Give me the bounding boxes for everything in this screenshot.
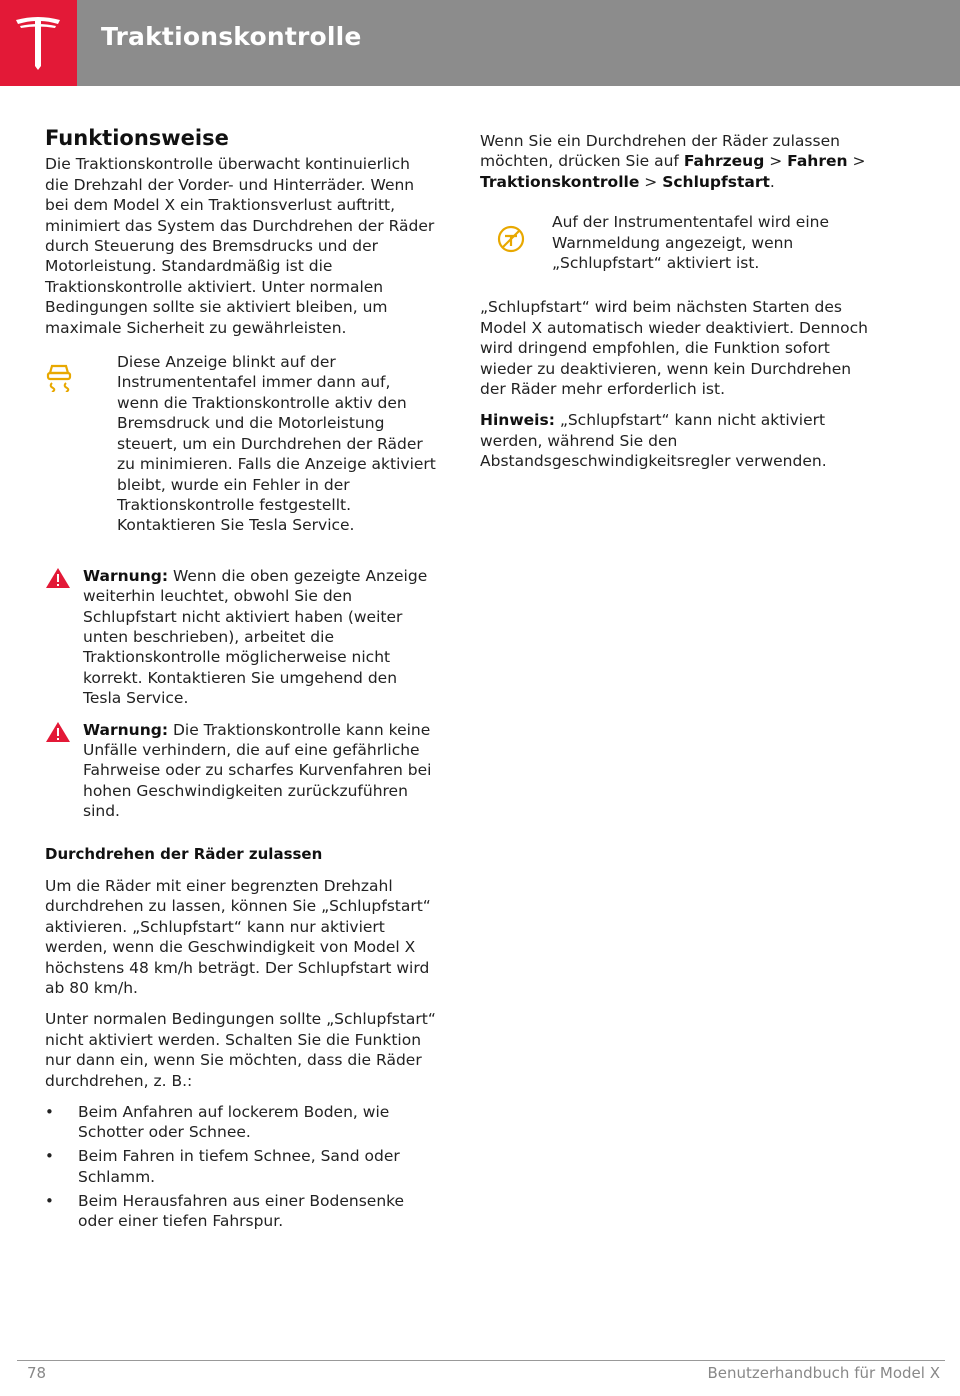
menu-path-intro: Wenn Sie ein Durchdrehen der Räder zulassen möchten, drücken Sie auf: [480, 132, 840, 171]
warning-icon: [45, 720, 83, 822]
menu-path-slip-start: Schlupfstart: [662, 172, 770, 191]
slip-start-indicator-block: [480, 212, 880, 273]
path-separator: >: [764, 152, 788, 171]
right-column: [480, 131, 880, 483]
intro-paragraph: Die Traktionskontrolle überwacht kontinuierlich die Drehzahl der Vorder- und Hinterräder. Wenn bei dem Model X ein Traktionsverlust auftritt, minimiert das System das Durchdrehen der Räder durch Steuerung des Bremsdrucks und der Motorleistung. Standardmäßig ist die Traktionskontrolle aktiviert. Unter normalen Bedingungen sollte sie aktiviert bleiben, um maximale Sicherheit zu gewährleisten.: [45, 155, 435, 337]
warning-1: [45, 566, 437, 709]
section-heading: Funktionsweise: [45, 126, 229, 150]
traction-control-icon: [45, 352, 117, 536]
warning-2: [45, 720, 437, 822]
note-paragraph: [480, 410, 880, 471]
warning-icon: [45, 566, 83, 709]
footer-title: Benutzerhandbuch für Model X: [707, 1364, 940, 1382]
path-end: .: [769, 172, 775, 191]
auto-deactivate-paragraph: „Schlupfstart“ wird beim nächsten Starten des Model X automatisch wieder deaktiviert. Dennoch wird dringend empfohlen, die Funktion sofort wieder zu deaktivieren, wenn kein Durchdrehen der Räder mehr erforderlich ist.: [480, 298, 868, 399]
menu-path-vehicle: Fahrzeug: [683, 152, 765, 171]
traction-indicator-block: [45, 352, 437, 536]
path-separator: >: [639, 172, 663, 191]
warning-label: Warnung:: [83, 566, 169, 585]
menu-path-paragraph: [480, 131, 880, 192]
note-text: „Schlupfstart“ kann nicht aktiviert werden, während Sie den Abstandsgeschwindigkeitsregler verwenden.: [480, 411, 827, 471]
normal-conditions-paragraph: Unter normalen Bedingungen sollte „Schlupfstart“ nicht aktiviert werden. Schalten Sie die Funktion nur dann ein, wenn Sie möchten, dass die Räder durchdrehen, z. B.:: [45, 1010, 436, 1090]
warning-text: Wenn die oben gezeigte Anzeige weiterhin leuchtet, obwohl Sie den Schlupfstart nicht aktiviert haben (weiter unten beschrieben), arbeitet die Traktionskontrolle möglicherweise nicht korrekt. Kontaktieren Sie umgehend den Tesla Service.: [83, 566, 428, 708]
page-title: Traktionskontrolle: [101, 22, 362, 51]
tesla-logo: [0, 0, 77, 86]
page-header: [0, 0, 960, 86]
warning-text: Die Traktionskontrolle kann keine Unfälle verhindern, die auf eine gefährliche Fahrweise oder zu scharfes Kurvenfahren bei hohen Geschwindigkeiten zurückzuführen sind.: [83, 720, 432, 821]
slip-start-paragraph: Um die Räder mit einer begrenzten Drehzahl durchdrehen zu lassen, können Sie „Schlupfstart“ aktivieren. „Schlupfstart“ kann nur aktiviert werden, wenn die Geschwindigkeit von Model X höchstens 48 km/h beträgt. Der Schlupfstart wird ab 80 km/h.: [45, 877, 431, 998]
path-separator: >: [847, 152, 866, 171]
slip-start-indicator-text: Auf der Instrumententafel wird eine Warnmeldung angezeigt, wenn „Schlupfstart“ aktiviert ist.: [552, 213, 829, 273]
list-item: • Beim Anfahren auf lockerem Boden, wie Schotter oder Schnee.: [45, 1102, 437, 1143]
traction-indicator-text: Diese Anzeige blinkt auf der Instrumententafel immer dann auf, wenn die Traktionskontrolle aktiv den Bremsdruck und die Motorleistung steuert, um ein Durchdrehen der Räder zu minimieren. Falls die Anzeige aktiviert bleibt, wurde ein Fehler in der Traktionskontrolle festgestellt. Kontaktieren Sie Tesla Service.: [117, 353, 436, 535]
subheading: Durchdrehen der Räder zulassen: [45, 844, 323, 863]
bullet-list: [45, 1102, 437, 1231]
page-number: 78: [27, 1364, 47, 1382]
list-item: • Beim Herausfahren aus einer Bodensenke oder einer tiefen Fahrspur.: [45, 1191, 437, 1232]
left-column: [45, 128, 437, 1235]
tesla-logo-icon: [14, 16, 62, 70]
warning-label: Warnung:: [83, 720, 169, 739]
traction-off-icon: [480, 212, 552, 273]
footer-divider: [17, 1360, 945, 1361]
note-label: Hinweis:: [480, 411, 555, 430]
menu-path-driving: Fahren: [787, 152, 848, 171]
list-item: • Beim Fahren in tiefem Schnee, Sand oder Schlamm.: [45, 1146, 437, 1187]
menu-path-traction: Traktionskontrolle: [480, 172, 640, 191]
